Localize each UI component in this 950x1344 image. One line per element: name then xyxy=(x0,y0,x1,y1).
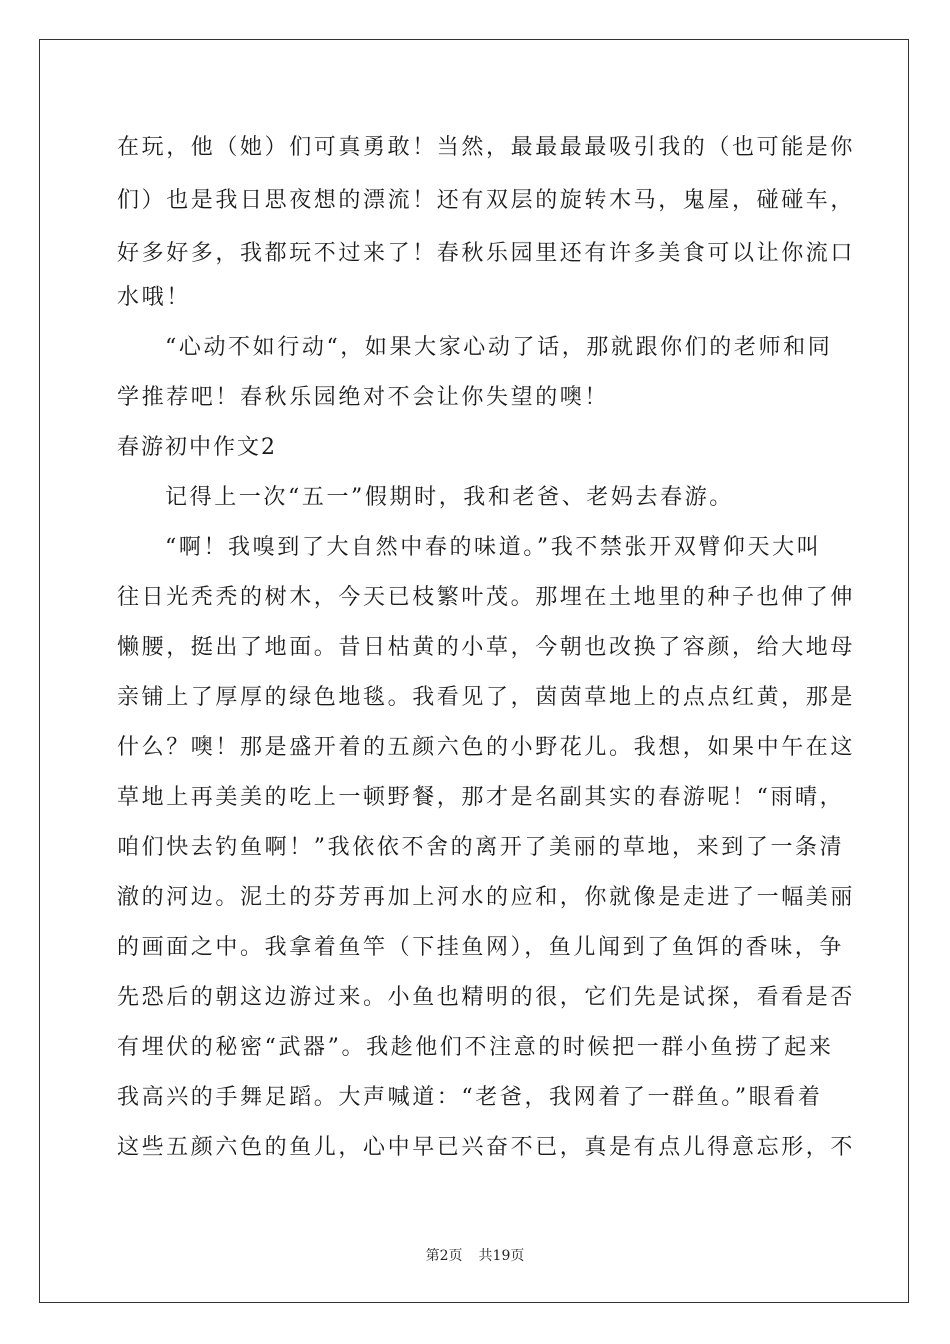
text-line: 学推荐吧！春秋乐园绝对不会让你失望的噢！ xyxy=(117,385,610,410)
text-line: 亲铺上了厚厚的绿色地毯。我看见了，茵茵草地上的点点红黄，那是 xyxy=(117,685,856,710)
section-heading: 春游初中作文2 xyxy=(117,435,277,460)
text-line: 澈的河边。泥土的芬芳再加上河水的应和，你就像是走进了一幅美丽 xyxy=(117,885,856,910)
text-line: 往日光秃秃的树木，今天已枝繁叶茂。那埋在土地里的种子也伸了伸 xyxy=(117,585,856,610)
page-footer xyxy=(0,1246,950,1266)
text-line: 咱们快去钓鱼啊！”我依依不舍的离开了美丽的草地，来到了一条清 xyxy=(117,835,845,860)
text-line: 的画面之中。我拿着鱼竿（下挂鱼网），鱼儿闻到了鱼饵的香味，争 xyxy=(117,935,845,960)
page-number-current: 第2页 xyxy=(425,1248,463,1264)
text-line: 什么？噢！那是盛开着的五颜六色的小野花儿。我想，如果中午在这 xyxy=(117,735,856,760)
text-line: 在玩，他（她）们可真勇敢！当然，最最最最吸引我的（也可能是你 xyxy=(117,135,856,160)
text-line: 好多好多，我都玩不过来了！春秋乐园里还有许多美食可以让你流口 xyxy=(117,241,856,266)
text-line: 先恐后的朝这边游过来。小鱼也精明的很，它们先是试探，看看是否 xyxy=(117,985,856,1010)
text-line: 我高兴的手舞足蹈。大声喊道：“老爸，我网着了一群鱼。”眼看着 xyxy=(117,1085,823,1110)
text-line: “啊！我嗅到了大自然中春的味道。”我不禁张开双臂仰天大叫 xyxy=(165,535,822,560)
text-line: 这些五颜六色的鱼儿，心中早已兴奋不已，真是有点儿得意忘形，不 xyxy=(117,1135,856,1160)
text-line: 水哦！ xyxy=(117,285,191,310)
text-line: 有埋伏的秘密“武器”。我趁他们不注意的时候把一群小鱼捞了起来 xyxy=(117,1035,834,1060)
text-line: 们）也是我日思夜想的漂流！还有双层的旋转木马，鬼屋，碰碰车， xyxy=(117,188,856,213)
text-line: “心动不如行动“，如果大家心动了话，那就跟你们的老师和同 xyxy=(165,335,833,360)
page-border xyxy=(39,39,909,1303)
text-line: 记得上一次“五一”假期时，我和老爸、老妈去春游。 xyxy=(165,485,734,510)
page-number-total: 共19页 xyxy=(478,1248,525,1264)
text-line: 懒腰，挺出了地面。昔日枯黄的小草，今朝也改换了容颜，给大地母 xyxy=(117,635,856,660)
text-line: 草地上再美美的吃上一顿野餐，那才是名副其实的春游呢！“雨晴， xyxy=(117,785,845,810)
